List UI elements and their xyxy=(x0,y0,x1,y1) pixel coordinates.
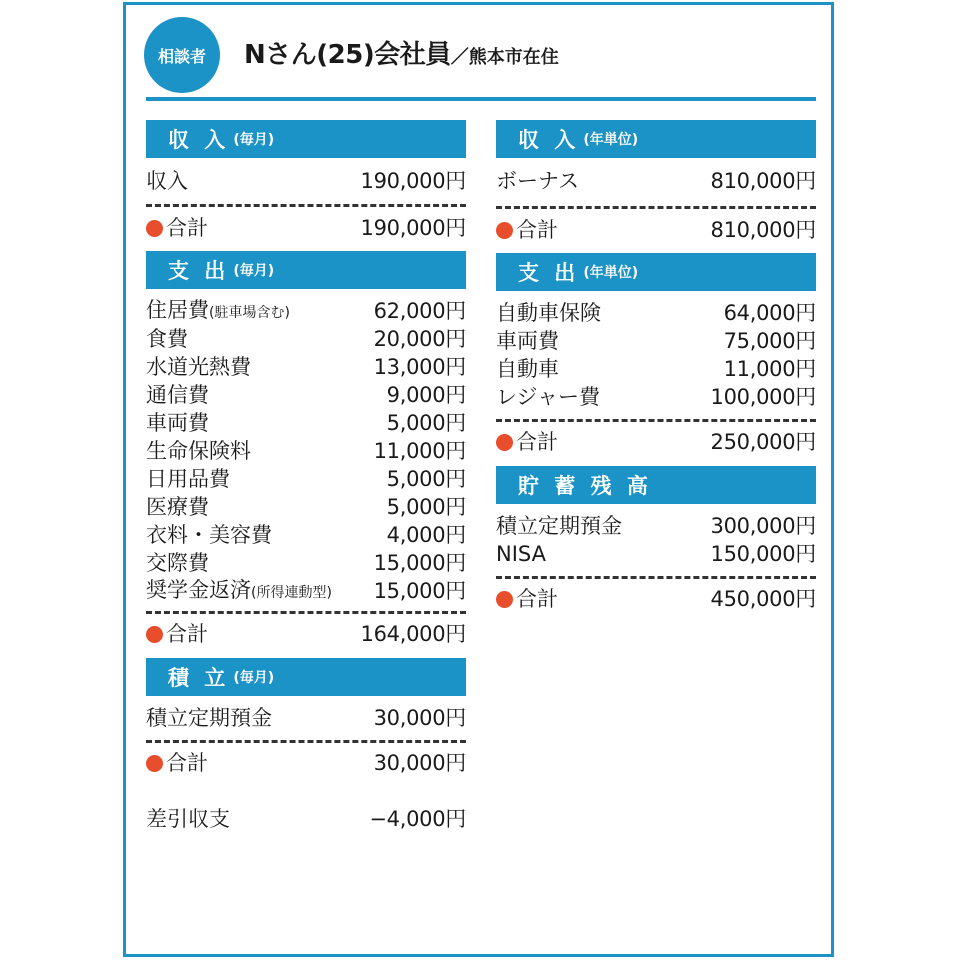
bullet-dot-icon xyxy=(146,755,163,772)
total-amount: 30,000円 xyxy=(373,751,466,775)
item-label-text: 住居費 xyxy=(146,297,209,322)
total-amount: 164,000円 xyxy=(360,622,466,646)
item-label-text: 衣料・美容費 xyxy=(146,523,272,547)
section-subtitle: (年単位) xyxy=(583,132,639,148)
item-amount: 30,000円 xyxy=(373,706,466,730)
bullet-dot-icon xyxy=(496,434,513,451)
monthly-expense-header xyxy=(146,251,466,289)
item-label-text: 医療費 xyxy=(146,495,209,519)
total-amount: 250,000円 xyxy=(710,430,816,454)
item-label-text: 積立定期預金 xyxy=(496,514,622,538)
monthly-expense-list xyxy=(146,297,466,605)
total-label: 合計 xyxy=(516,430,558,454)
left-column xyxy=(146,120,466,833)
item-label-text: 生命保険料 xyxy=(146,439,251,463)
item-label-text: 車両費 xyxy=(146,411,209,435)
section-title: 貯 蓄 残 高 xyxy=(518,474,652,498)
item-label-text: レジャー費 xyxy=(496,385,601,409)
total-row xyxy=(496,428,816,456)
item-amount: 62,000円 xyxy=(373,299,466,323)
list-item xyxy=(146,437,466,465)
title-divider xyxy=(146,97,816,101)
section-title: 支 出 xyxy=(168,259,230,283)
total-row xyxy=(146,214,466,242)
monthly-income-header xyxy=(146,120,466,158)
item-note: (駐車場含む) xyxy=(209,304,290,321)
section-subtitle: (年単位) xyxy=(583,265,639,281)
item-label-text: 車両費 xyxy=(496,329,559,353)
list-item xyxy=(146,167,466,195)
list-item xyxy=(496,540,816,568)
item-amount: 5,000円 xyxy=(386,411,466,435)
section-subtitle: (毎月) xyxy=(233,670,275,686)
page-title xyxy=(244,34,559,71)
item-label: 積立定期預金 xyxy=(146,706,272,730)
list-item xyxy=(496,299,816,327)
list-item xyxy=(146,577,466,605)
balance-label: 差引収支 xyxy=(146,807,230,831)
item-note: (所得連動型) xyxy=(251,584,332,601)
item-amount: 13,000円 xyxy=(373,355,466,379)
item-amount: 300,000円 xyxy=(710,514,816,538)
total-row xyxy=(496,216,816,244)
monthly-saving-header xyxy=(146,658,466,696)
item-amount: 20,000円 xyxy=(373,327,466,351)
item-label: ボーナス xyxy=(496,169,580,193)
list-item xyxy=(146,549,466,577)
item-label xyxy=(146,353,251,381)
item-amount: 15,000円 xyxy=(373,579,466,603)
list-item xyxy=(146,493,466,521)
item-amount: 15,000円 xyxy=(373,551,466,575)
list-item xyxy=(146,353,466,381)
item-amount: 100,000円 xyxy=(710,385,816,409)
item-label-text: NISA xyxy=(496,542,546,566)
item-amount: 64,000円 xyxy=(723,301,816,325)
balance-row xyxy=(146,805,466,833)
right-column xyxy=(496,120,816,613)
item-label-text: 自動車 xyxy=(496,357,559,381)
list-item xyxy=(496,167,816,195)
item-label xyxy=(496,355,559,383)
list-item xyxy=(496,355,816,383)
list-item xyxy=(496,383,816,411)
item-label xyxy=(496,512,622,540)
item-label-text: 食費 xyxy=(146,327,188,351)
item-label xyxy=(146,465,230,493)
section-subtitle: (毎月) xyxy=(233,132,275,148)
item-label xyxy=(146,437,251,465)
item-amount: 9,000円 xyxy=(386,383,466,407)
item-label-text: 奨学金返済 xyxy=(146,577,251,602)
list-item xyxy=(146,325,466,353)
item-amount: 810,000円 xyxy=(710,169,816,193)
item-label xyxy=(146,325,188,353)
section-title: 支 出 xyxy=(518,261,580,285)
list-item xyxy=(146,521,466,549)
title-sub: ／熊本市在住 xyxy=(450,47,559,68)
total-row xyxy=(496,585,816,613)
item-amount: 190,000円 xyxy=(360,169,466,193)
savings-list xyxy=(496,512,816,568)
total-amount: 450,000円 xyxy=(710,587,816,611)
section-title: 収 入 xyxy=(168,128,230,152)
balance-amount: −4,000円 xyxy=(369,807,466,831)
total-label: 合計 xyxy=(166,751,208,775)
total-label: 合計 xyxy=(516,587,558,611)
item-label xyxy=(146,521,272,549)
total-row xyxy=(146,620,466,648)
item-label xyxy=(496,299,601,327)
total-label: 合計 xyxy=(166,216,208,240)
item-label-text: 自動車保険 xyxy=(496,301,601,325)
total-label: 合計 xyxy=(166,622,208,646)
item-label xyxy=(496,383,600,411)
item-amount: 4,000円 xyxy=(386,523,466,547)
bullet-dot-icon xyxy=(496,591,513,608)
item-label xyxy=(146,549,209,577)
total-row xyxy=(146,749,466,777)
item-label xyxy=(146,409,209,437)
title-main: Nさん(25)会社員 xyxy=(244,40,451,70)
item-label-text: 日用品費 xyxy=(146,467,230,491)
item-label-text: 通信費 xyxy=(146,383,209,407)
total-amount: 810,000円 xyxy=(710,218,816,242)
total-amount: 190,000円 xyxy=(360,216,466,240)
item-amount: 150,000円 xyxy=(710,542,816,566)
item-label-text: 水道光熱費 xyxy=(146,355,251,379)
item-label xyxy=(496,540,546,568)
section-title: 積 立 xyxy=(168,666,230,690)
item-label-text: 交際費 xyxy=(146,551,209,575)
list-item xyxy=(146,297,466,325)
item-amount: 11,000円 xyxy=(723,357,816,381)
annual-expense-list xyxy=(496,299,816,411)
annual-income-header xyxy=(496,120,816,158)
bullet-dot-icon xyxy=(146,220,163,237)
consultant-badge: 相談者 xyxy=(144,17,220,93)
list-item xyxy=(146,465,466,493)
item-label xyxy=(496,327,559,355)
total-label: 合計 xyxy=(516,218,558,242)
item-amount: 11,000円 xyxy=(373,439,466,463)
item-label xyxy=(146,493,209,521)
item-label xyxy=(146,296,290,327)
item-label xyxy=(146,576,332,607)
bullet-dot-icon xyxy=(146,626,163,643)
section-subtitle: (毎月) xyxy=(233,263,275,279)
savings-header xyxy=(496,466,816,504)
annual-expense-header xyxy=(496,253,816,291)
list-item xyxy=(496,327,816,355)
list-item xyxy=(146,381,466,409)
list-item xyxy=(146,704,466,732)
item-label: 収入 xyxy=(146,169,188,193)
item-amount: 5,000円 xyxy=(386,467,466,491)
list-item xyxy=(146,409,466,437)
bullet-dot-icon xyxy=(496,222,513,239)
item-amount: 75,000円 xyxy=(723,329,816,353)
list-item xyxy=(496,512,816,540)
section-title: 収 入 xyxy=(518,128,580,152)
item-label xyxy=(146,381,209,409)
item-amount: 5,000円 xyxy=(386,495,466,519)
